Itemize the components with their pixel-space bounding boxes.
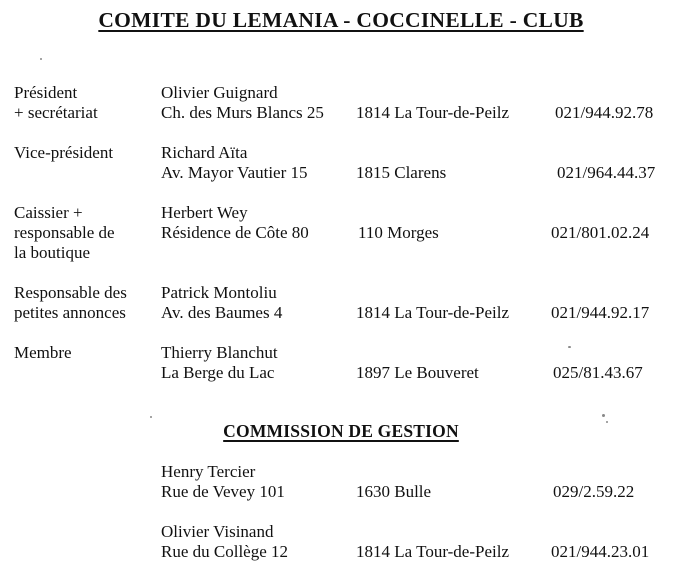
member-phone: 021/944.23.01: [551, 542, 650, 561]
scan-speck: [40, 58, 42, 60]
role-line: petites annonces: [14, 303, 126, 322]
scan-speck: [150, 416, 152, 418]
member-address: La Berge du Lac: [161, 363, 275, 382]
scan-speck: [568, 346, 571, 348]
member-phone: 029/2.59.22: [553, 482, 635, 501]
member-city: 1815 Clarens: [356, 163, 447, 182]
role-line: Président: [14, 83, 78, 102]
role-line: + secrétariat: [14, 103, 98, 122]
role-line: Responsable des: [14, 283, 127, 302]
scan-speck: [602, 414, 605, 417]
role-line: responsable de: [14, 223, 115, 242]
role-line: Membre: [14, 343, 72, 362]
scan-speck: [606, 421, 608, 423]
member-address: Résidence de Côte 80: [161, 223, 309, 242]
member-name: Patrick Montoliu: [161, 283, 277, 302]
member-city: 1814 La Tour-de-Peilz: [356, 303, 509, 322]
member-city: 1814 La Tour-de-Peilz: [356, 542, 509, 561]
member-address: Rue du Collège 12: [161, 542, 289, 561]
member-phone: 025/81.43.67: [553, 363, 643, 382]
member-city: 1897 Le Bouveret: [356, 363, 479, 382]
member-city: 110 Morges: [358, 223, 439, 242]
member-name: Olivier Guignard: [161, 83, 278, 102]
member-phone: 021/944.92.17: [551, 303, 650, 322]
role-line: Vice-président: [14, 143, 114, 162]
member-name: Richard Aïta: [161, 143, 248, 162]
member-phone: 021/944.92.78: [555, 103, 654, 122]
member-name: Henry Tercier: [161, 462, 256, 481]
role-line: Caissier +: [14, 203, 83, 222]
member-address: Av. des Baumes 4: [161, 303, 283, 322]
page-title: COMITE DU LEMANIA - COCCINELLE - CLUB: [98, 8, 584, 32]
role-line: la boutique: [14, 243, 91, 262]
section-title: COMMISSION DE GESTION: [223, 421, 459, 441]
member-address: Ch. des Murs Blancs 25: [161, 103, 324, 122]
member-address: Rue de Vevey 101: [161, 482, 285, 501]
member-city: 1814 La Tour-de-Peilz: [356, 103, 509, 122]
member-name: Thierry Blanchut: [161, 343, 278, 362]
member-name: Olivier Visinand: [161, 522, 274, 541]
member-city: 1630 Bulle: [356, 482, 432, 501]
member-phone: 021/964.44.37: [557, 163, 656, 182]
member-phone: 021/801.02.24: [551, 223, 650, 242]
member-address: Av. Mayor Vautier 15: [161, 163, 308, 182]
member-name: Herbert Wey: [161, 203, 248, 222]
